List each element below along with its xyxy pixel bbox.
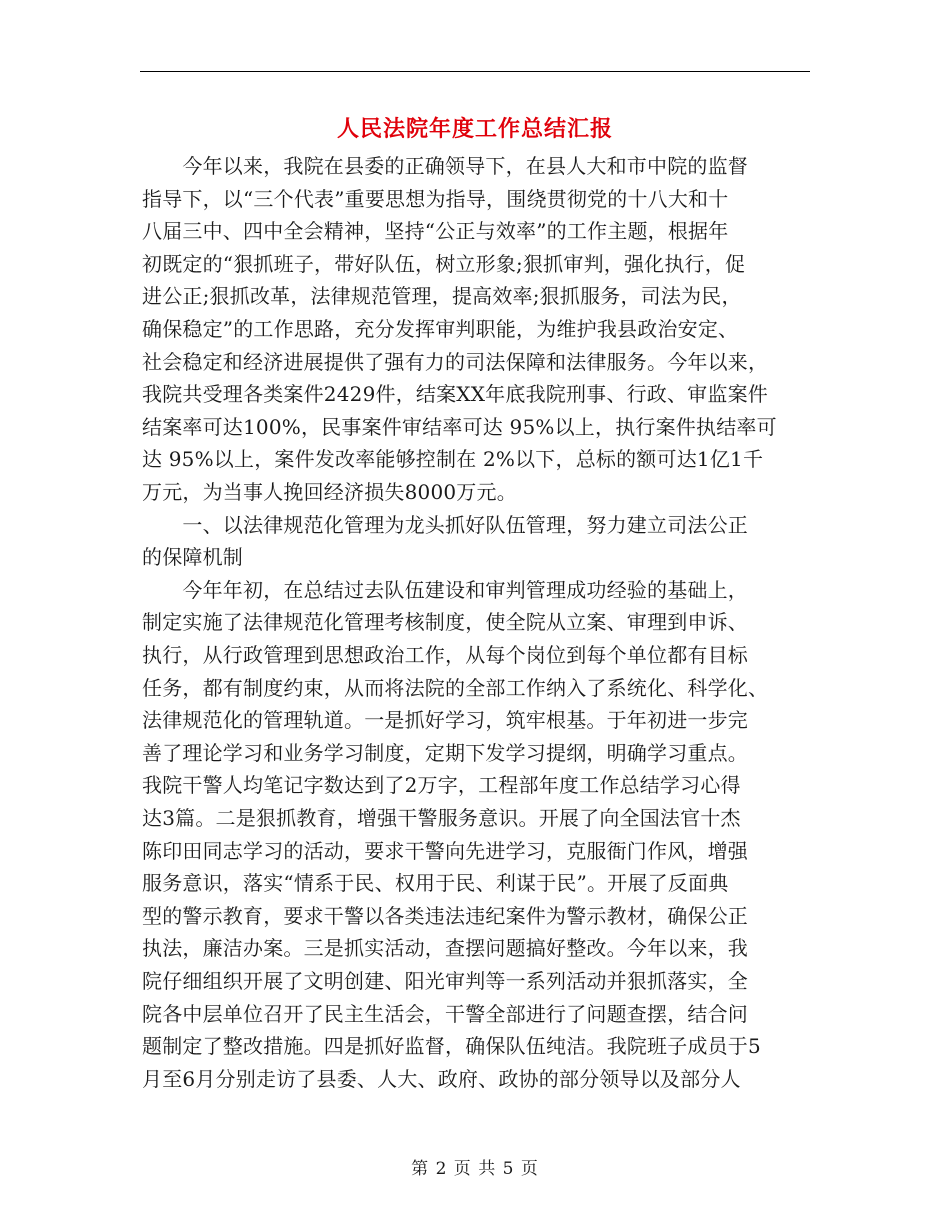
body-line: 院各中层单位召开了民主生活会，干警全部进行了问题查摆，结合问 bbox=[142, 1001, 748, 1026]
body-line: 型的警示教育，要求干警以各类违法违纪案件为警示教材，确保公正 bbox=[142, 903, 748, 928]
body-line: 指导下，以“三个代表”重要思想为指导，围绕贯彻党的十八大和十 bbox=[142, 186, 729, 211]
body-line: 社会稳定和经济进展提供了强有力的司法保障和法律服务。今年以来， bbox=[142, 349, 769, 374]
body-line: 进公正;狠抓改革，法律规范管理，提高效率;狠抓服务，司法为民， bbox=[142, 284, 742, 309]
body-line: 月至6月分别走访了县委、人大、政府、政协的部分领导以及部分人 bbox=[142, 1066, 741, 1091]
body-line: 善了理论学习和业务学习制度，定期下发学习提纲，明确学习重点。 bbox=[142, 740, 748, 765]
body-line: 任务，都有制度约束，从而将法院的全部工作纳入了系统化、科学化、 bbox=[142, 675, 769, 700]
body-line: 我院共受理各类案件2429件，结案XX年底我院刑事、行政、审监案件 bbox=[142, 382, 768, 407]
body-line: 执法，廉洁办案。三是抓实活动，查摆问题搞好整改。今年以来，我 bbox=[142, 936, 748, 961]
body-line: 执行，从行政管理到思想政治工作，从每个岗位到每个单位都有目标 bbox=[142, 643, 748, 667]
body-line: 我院干警人均笔记字数达到了2万字，工程部年度工作总结学习心得 bbox=[142, 773, 741, 798]
body-line: 结案率可达100%，民事案件审结率可达 95%以上，执行案件执结率可 bbox=[142, 414, 777, 439]
header-rule bbox=[140, 71, 810, 72]
body-line: 今年年初，在总结过去队伍建设和审判管理成功经验的基础上， bbox=[142, 577, 748, 602]
body-line: 陈印田同志学习的活动，要求干警向先进学习，克服衙门作风，增强 bbox=[142, 838, 748, 863]
body-line: 制定实施了法律规范化管理考核制度，使全院从立案、审理到申诉、 bbox=[142, 610, 748, 635]
body-line: 万元，为当事人挽回经济损失8000万元。 bbox=[142, 480, 517, 504]
body-line: 题制定了整改措施。四是抓好监督，确保队伍纯洁。我院班子成员于5 bbox=[142, 1034, 761, 1059]
body-line: 确保稳定”的工作思路，充分发挥审判职能，为维护我县政治安定、 bbox=[142, 317, 739, 341]
document-title: 人民法院年度工作总结汇报 bbox=[336, 116, 613, 142]
body-line: 达 95%以上，案件发改率能够控制在 2%以下，总标的额可达1亿1千 bbox=[142, 447, 764, 472]
body-line: 的保障机制 bbox=[142, 545, 243, 570]
body-line: 院仔细组织开展了文明创建、阳光审判等一系列活动并狠抓落实，全 bbox=[142, 969, 748, 993]
body-line: 今年以来，我院在县委的正确领导下，在县人大和市中院的监督 bbox=[142, 154, 748, 178]
body-line: 达3篇。二是狠抓教育，增强干警服务意识。开展了向全国法官十杰 bbox=[142, 806, 741, 830]
page-footer: 第 2 页 共 5 页 bbox=[411, 1159, 539, 1179]
body-line: 一、以法律规范化管理为龙头抓好队伍管理，努力建立司法公正 bbox=[142, 512, 748, 537]
body-line: 法律规范化的管理轨道。一是抓好学习，筑牢根基。于年初进一步完 bbox=[142, 708, 748, 733]
body-line: 初既定的“狠抓班子，带好队伍，树立形象;狠抓审判，强化执行，促 bbox=[142, 251, 746, 276]
body-line: 八届三中、四中全会精神，坚持“公正与效率”的工作主题，根据年 bbox=[142, 219, 729, 244]
body-line: 服务意识，落实“情系于民、权用于民、利谋于民”。开展了反面典 bbox=[142, 871, 729, 896]
